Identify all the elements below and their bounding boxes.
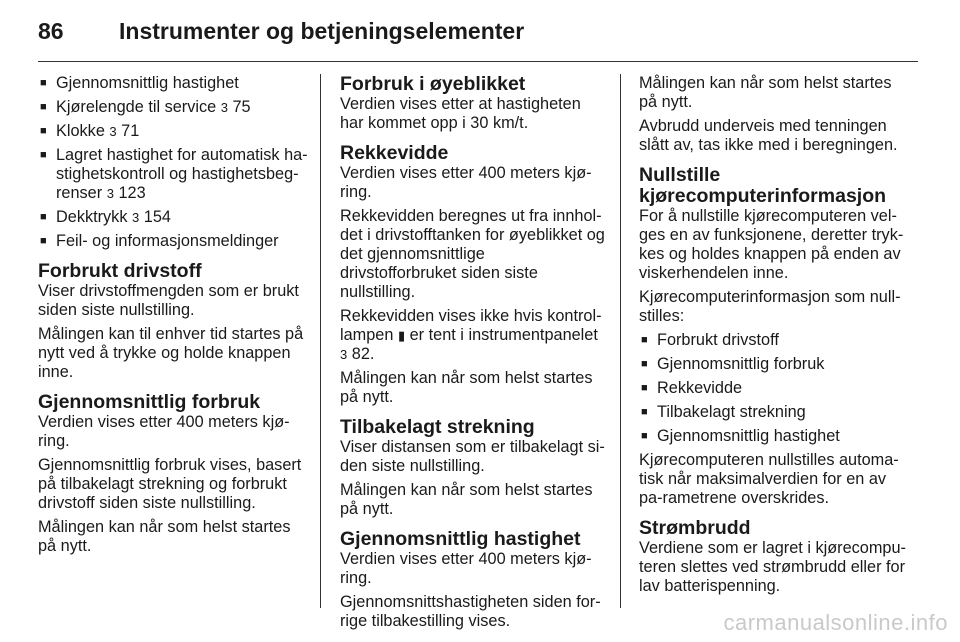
page-ref-icon: 3 [109, 124, 117, 139]
list-item: ■ Tilbakelagt strekning [639, 403, 907, 422]
section-heading: Nullstille kjørecomputerinformasjon [639, 164, 887, 207]
page-ref-icon: 3 [340, 347, 348, 362]
paragraph: Rekkevidden beregnes ut fra innhol-det i drivstofftanken for øyeblikket og det gjennomsnittlige drivstofforbruket siden siste nullstilling. [340, 207, 605, 301]
reset-list [639, 331, 907, 446]
page-header [38, 18, 930, 50]
page-ref[interactable]: 82. [351, 345, 375, 363]
paragraph: Målingen kan når som helst startes på nytt. [639, 74, 892, 111]
paragraph: Verdien vises etter 400 meters kjø-ring. [340, 550, 592, 587]
list-item: ■ Rekkevidde [639, 379, 907, 398]
page-title: Instrumenter og betjeningselementer [119, 18, 525, 44]
page-number: 86 [38, 18, 64, 44]
list-item: ■ Dekktrykk 3 154 [38, 208, 310, 227]
list-item: ■ Gjennomsnittlig hastighet [38, 74, 310, 93]
paragraph: Målingen kan når som helst startes på nytt. [340, 481, 593, 518]
page-ref-icon: 3 [106, 186, 114, 201]
list-item: ■ Gjennomsnittlig forbruk [639, 355, 907, 374]
paragraph: Kjørecomputeren nullstilles automa-tisk når maksimalverdien for en av pa-rametrene overskrides. [639, 451, 899, 507]
section-heading: Gjennomsnittlig hastighet [340, 528, 581, 550]
page-ref[interactable]: 154 [143, 208, 171, 226]
section-heading: Strømbrudd [639, 517, 751, 539]
page-ref[interactable]: 71 [121, 122, 140, 140]
column-2 [340, 74, 605, 636]
paragraph: Verdien vises etter 400 meters kjø-ring. [38, 413, 290, 450]
header-divider [38, 61, 918, 62]
column-divider-1 [320, 74, 321, 608]
list-item: ■ Gjennomsnittlig hastighet [639, 427, 907, 446]
paragraph: Verdiene som er lagret i kjørecompu-teren slettes ved strømbrudd eller for lav batterispenning. [639, 539, 906, 595]
paragraph: For å nullstille kjørecomputeren vel-ges en av funksjonene, deretter tryk-kes og holdes knappen på enden av viskerhendelen inne. [639, 207, 904, 282]
paragraph: Målingen kan når som helst startes på nytt. [340, 369, 593, 406]
paragraph: Viser drivstoffmengden som er brukt siden siste nullstilling. [38, 282, 299, 319]
paragraph: Viser distansen som er tilbakelagt si-den siste nullstilling. [340, 438, 605, 475]
column-3 [639, 74, 907, 601]
list-item: ■ Feil- og informasjonsmeldinger [38, 232, 310, 251]
column-1 [38, 74, 310, 561]
watermark: carmanualsonline.info [723, 610, 948, 635]
paragraph: Kjørecomputerinformasjon som null-stilles: [639, 288, 901, 325]
list-item: ■ Forbrukt drivstoff [639, 331, 907, 350]
section-heading: Tilbakelagt strekning [340, 416, 535, 438]
fuel-warning-lamp-icon: ▮ [397, 328, 406, 343]
list-item: ■ Kjørelengde til service 3 75 [38, 98, 310, 117]
section-heading: Forbrukt drivstoff [38, 260, 202, 282]
paragraph: Verdien vises etter at hastigheten har kommet opp i 30 km/t. [340, 95, 581, 132]
section-heading: Gjennomsnittlig forbruk [38, 391, 261, 413]
paragraph: Gjennomsnittlig forbruk vises, basert på tilbakelagt strekning og forbrukt drivstoff siden siste nullstilling. [38, 456, 302, 512]
page-ref-icon: 3 [220, 100, 228, 115]
paragraph: Målingen kan til enhver tid startes på nytt ved å trykke og holde knappen inne. [38, 325, 304, 381]
list-item: ■ Klokke 3 71 [38, 122, 310, 141]
paragraph: Målingen kan når som helst startes på nytt. [38, 518, 291, 555]
column-divider-2 [620, 74, 621, 608]
page-ref-icon: 3 [132, 210, 140, 225]
section-heading: Rekkevidde [340, 142, 449, 164]
paragraph: Verdien vises etter 400 meters kjø-ring. [340, 164, 592, 201]
paragraph: Rekkevidden vises ikke hvis kontrol-lampen ▮ er tent i instrumentpanelet 3 82. [340, 307, 602, 363]
page-ref[interactable]: 75 [232, 98, 251, 116]
section-heading: Forbruk i øyeblikket [340, 73, 526, 95]
list-item: ■ Lagret hastighet for automatisk ha-stighetskontroll og hastighetsbeg-renser 3 123 [38, 146, 310, 203]
page-ref[interactable]: 123 [118, 184, 146, 202]
paragraph: Gjennomsnittshastigheten siden for-rige tilbakestilling vises. [340, 593, 601, 630]
info-list [38, 74, 310, 251]
paragraph: Avbrudd underveis med tenningen slått av, tas ikke med i beregningen. [639, 117, 898, 154]
